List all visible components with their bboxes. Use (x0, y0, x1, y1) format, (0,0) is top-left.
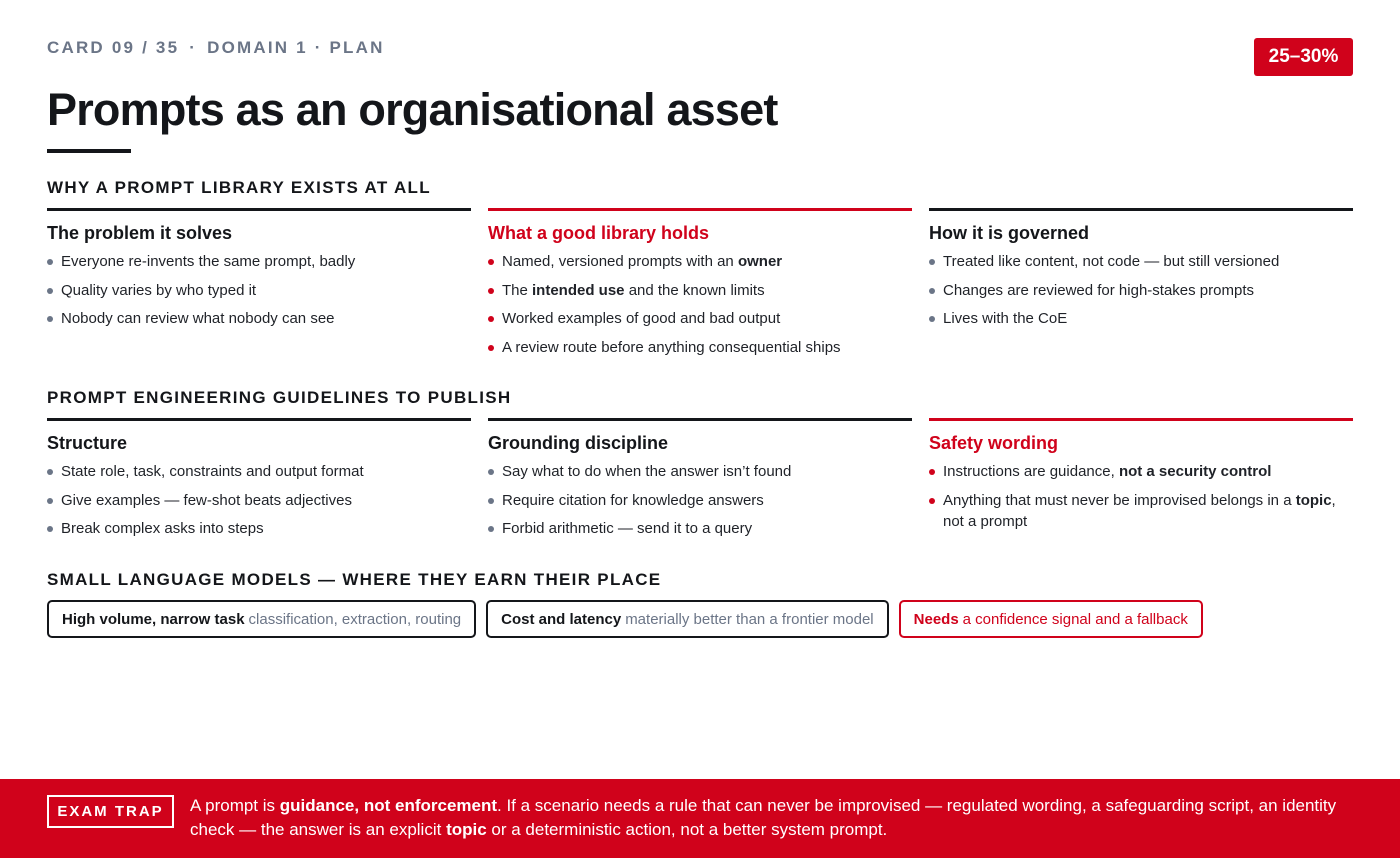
text-run: Nobody can review what nobody can see (61, 310, 335, 327)
exam-trap-banner (0, 779, 1400, 858)
bullet-item (929, 461, 1353, 483)
bullet-item (47, 308, 471, 330)
text-run: Say what to do when the answer isn’t found (502, 463, 792, 480)
column-heading: Safety wording (929, 433, 1059, 453)
meta-separator: · (189, 38, 198, 57)
text-run: Forbid arithmetic — send it to a query (502, 520, 753, 537)
bullet-list (929, 461, 1353, 533)
column-safety-wording (929, 418, 1353, 540)
column-heading: The problem it solves (47, 223, 233, 243)
bullet-item (929, 251, 1353, 273)
page-title: Prompts as an organisational asset (47, 84, 778, 135)
column-heading: Structure (47, 433, 128, 453)
text-run: Changes are reviewed for high-stakes prompts (943, 281, 1254, 299)
text-run: Named, versioned prompts with an (502, 253, 738, 270)
emphasis-text: not a security control (1118, 463, 1272, 480)
slm-chip-needs (899, 600, 1203, 638)
bullet-list (488, 461, 912, 540)
column-heading: Grounding discipline (488, 433, 668, 453)
text-run: . If a scenario needs a rule that can never be improvised — regulated wording, a safeguarding script, an identity check — the answer is an explicit (190, 796, 1337, 839)
text-run: Require citation for knowledge answers (502, 491, 764, 509)
text-run: or a deterministic action, not a better system prompt. (486, 820, 888, 839)
emphasis-text: topic (446, 820, 487, 839)
text-run: State role, task, constraints and output format (61, 463, 364, 480)
chip-strong: Cost and latency (501, 610, 622, 628)
emphasis-text: guidance, not enforcement (279, 796, 498, 815)
card-number: CARD 09 / 35 (47, 38, 180, 57)
text-run: , not a prompt (943, 491, 1336, 530)
bullet-item (488, 251, 912, 273)
bullet-list (47, 251, 471, 330)
chip-strong: Needs (913, 610, 959, 628)
column-heading: What a good library holds (488, 223, 710, 243)
chip-text: classification, extraction, routing (248, 610, 462, 628)
slm-chips (47, 600, 1203, 638)
bullet-item (929, 490, 1353, 533)
weight-badge: 25–30% (1254, 38, 1353, 76)
bullet-list (47, 461, 471, 540)
emphasis-text: intended use (532, 281, 625, 299)
bullet-item (47, 251, 471, 273)
text-run: Instructions are guidance, (943, 463, 1119, 480)
bullet-item (47, 280, 471, 302)
text-run: Quality varies by who typed it (61, 281, 257, 299)
text-run: Treated like content, not code — but still versioned (943, 253, 1280, 270)
section-heading-library: WHY A PROMPT LIBRARY EXISTS AT ALL (47, 178, 431, 197)
chip-text: a confidence signal and a fallback (962, 610, 1188, 628)
text-run: The (502, 281, 533, 299)
text-run: Break complex asks into steps (61, 520, 264, 537)
chip-strong: High volume, narrow task (62, 610, 245, 628)
bullet-item (488, 308, 912, 330)
column-problem-it-solves (47, 208, 471, 337)
card-meta (47, 38, 385, 58)
title-underline (47, 149, 131, 153)
text-run: A review route before anything consequential ships (502, 338, 841, 356)
bullet-item (47, 461, 471, 483)
emphasis-text: owner (737, 253, 783, 270)
column-good-library-holds (488, 208, 912, 365)
card-domain: DOMAIN 1 · PLAN (207, 38, 385, 57)
bullet-list (488, 251, 912, 358)
exam-trap-label: EXAM TRAP (47, 795, 174, 828)
bullet-item (488, 337, 912, 359)
chip-text: materially better than a frontier model (625, 610, 874, 628)
bullet-item (488, 490, 912, 512)
section-heading-slm: SMALL LANGUAGE MODELS — WHERE THEY EARN THEIR PLACE (47, 570, 662, 589)
slm-chip-cost (486, 600, 888, 638)
text-run: A prompt is (190, 796, 280, 815)
bullet-item (488, 461, 912, 483)
text-run: Everyone re-invents the same prompt, badly (61, 253, 356, 270)
slm-chip-volume (47, 600, 476, 638)
bullet-item (488, 518, 912, 540)
column-how-governed (929, 208, 1353, 337)
text-run: and the known limits (624, 281, 765, 299)
text-run: Lives with the CoE (943, 310, 1068, 327)
emphasis-text: topic (1295, 491, 1332, 509)
section-heading-guidelines: PROMPT ENGINEERING GUIDELINES TO PUBLISH (47, 388, 512, 407)
bullet-item (929, 308, 1353, 330)
bullet-item (47, 490, 471, 512)
bullet-item (47, 518, 471, 540)
column-heading: How it is governed (929, 223, 1090, 243)
exam-trap-text (190, 794, 1360, 842)
column-grounding-discipline (488, 418, 912, 547)
bullet-item (929, 280, 1353, 302)
text-run: Give examples — few-shot beats adjectives (61, 491, 352, 509)
text-run: Anything that must never be improvised belongs in a (943, 491, 1296, 509)
column-structure (47, 418, 471, 547)
bullet-item (488, 280, 912, 302)
text-run: Worked examples of good and bad output (502, 310, 781, 327)
bullet-list (929, 251, 1353, 330)
